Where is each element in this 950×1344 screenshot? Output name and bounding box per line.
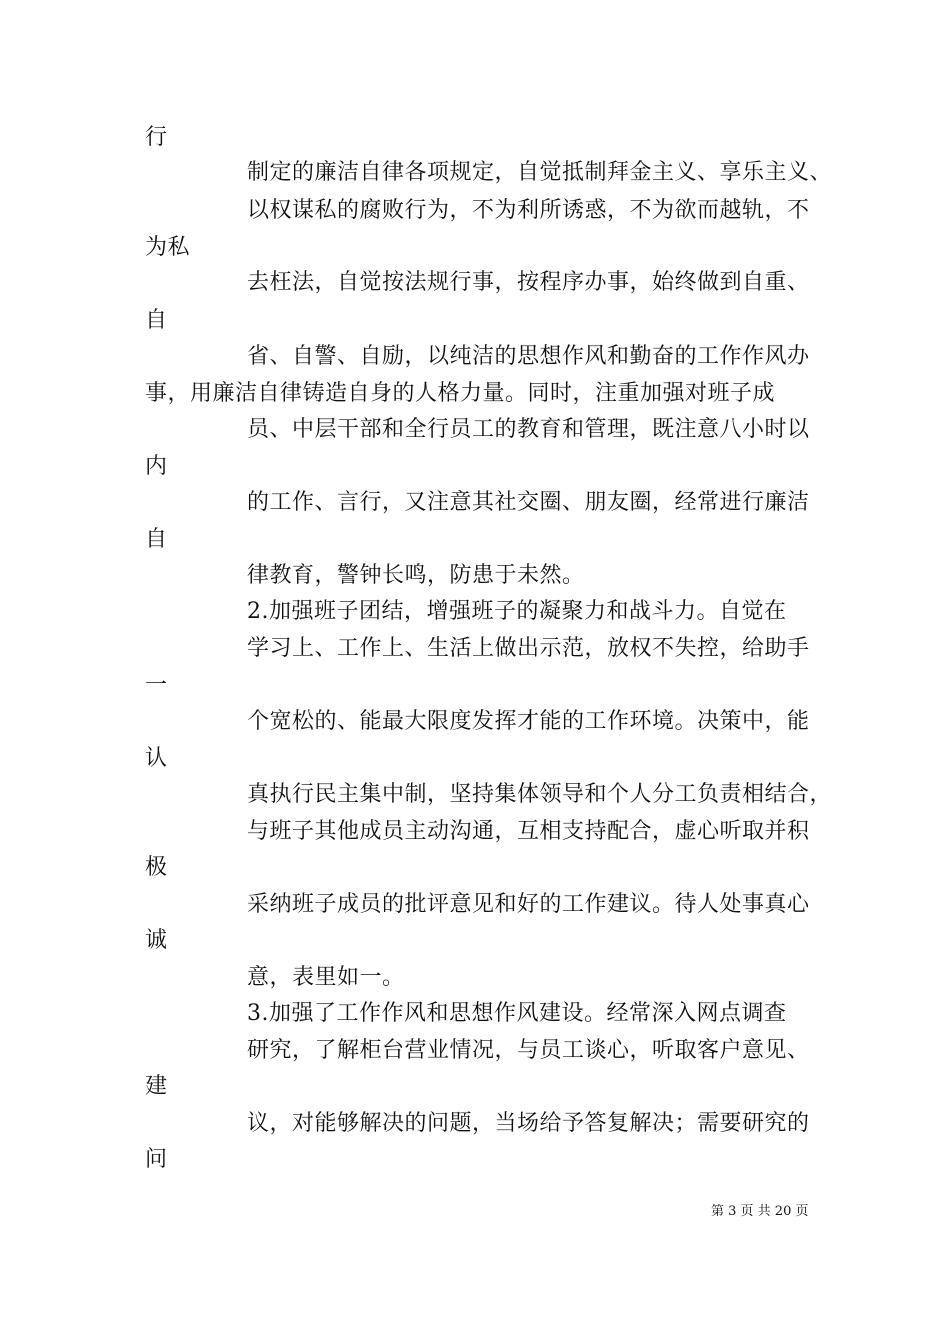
- text-line: 个宽松的、能最大限度发挥才能的工作环境。决策中，能: [247, 709, 810, 734]
- text-line: 问: [145, 1147, 168, 1172]
- text-line: 诚: [145, 928, 168, 953]
- text-line: 研究，了解柜台营业情况，与员工谈心，听取客户意见、: [247, 1038, 810, 1063]
- text-line: 制定的廉洁自律各项规定，自觉抵制拜金主义、享乐主义、: [247, 160, 833, 185]
- text-line: 去枉法，自觉按法规行事，按程序办事，始终做到自重、: [247, 270, 810, 295]
- text-line: 一: [145, 673, 168, 698]
- text-line: 议，对能够解决的问题，当场给予答复解决；需要研究的: [247, 1111, 810, 1136]
- text-line: 极: [145, 855, 168, 880]
- text-line: 真执行民主集中制，坚持集体领导和个人分工负责相结合，: [247, 782, 833, 807]
- text-line: 以权谋私的腐败行为，不为利所诱惑，不为欲而越轨，不: [247, 198, 810, 223]
- text-line: 建: [145, 1074, 168, 1099]
- text-line: 意，表里如一。: [247, 965, 405, 990]
- text-line: 自: [145, 308, 168, 333]
- text-line: 律教育，警钟长鸣，防患于未然。: [247, 563, 585, 588]
- text-line: 省、自警、自励，以纯洁的思想作风和勤奋的工作作风办: [247, 344, 810, 369]
- text-line: 行: [145, 125, 168, 150]
- text-line: 采纳班子成员的批评意见和好的工作建议。待人处事真心: [247, 892, 810, 917]
- text-line: 自: [145, 527, 168, 552]
- text-line: 学习上、工作上、生活上做出示范，放权不失控，给助手: [247, 636, 810, 661]
- text-line: 的工作、言行，又注意其社交圈、朋友圈，经常进行廉洁: [247, 490, 810, 515]
- text-line: 为私: [145, 235, 191, 260]
- text-line: 2.加强班子团结，增强班子的凝聚力和战斗力。自觉在: [247, 599, 787, 624]
- page-number: 第 3 页 共 20 页: [711, 1204, 809, 1219]
- text-line: 内: [145, 454, 168, 479]
- text-line: 员、中层干部和全行员工的教育和管理，既注意八小时以: [247, 417, 810, 442]
- text-line: 3.加强了工作作风和思想作风建设。经常深入网点调查: [247, 1001, 787, 1026]
- text-line: 与班子其他成员主动沟通，互相支持配合，虚心听取并积: [247, 819, 810, 844]
- text-line: 事，用廉洁自律铸造自身的人格力量。同时，注重加强对班子成: [145, 381, 776, 406]
- text-line: 认: [145, 746, 168, 771]
